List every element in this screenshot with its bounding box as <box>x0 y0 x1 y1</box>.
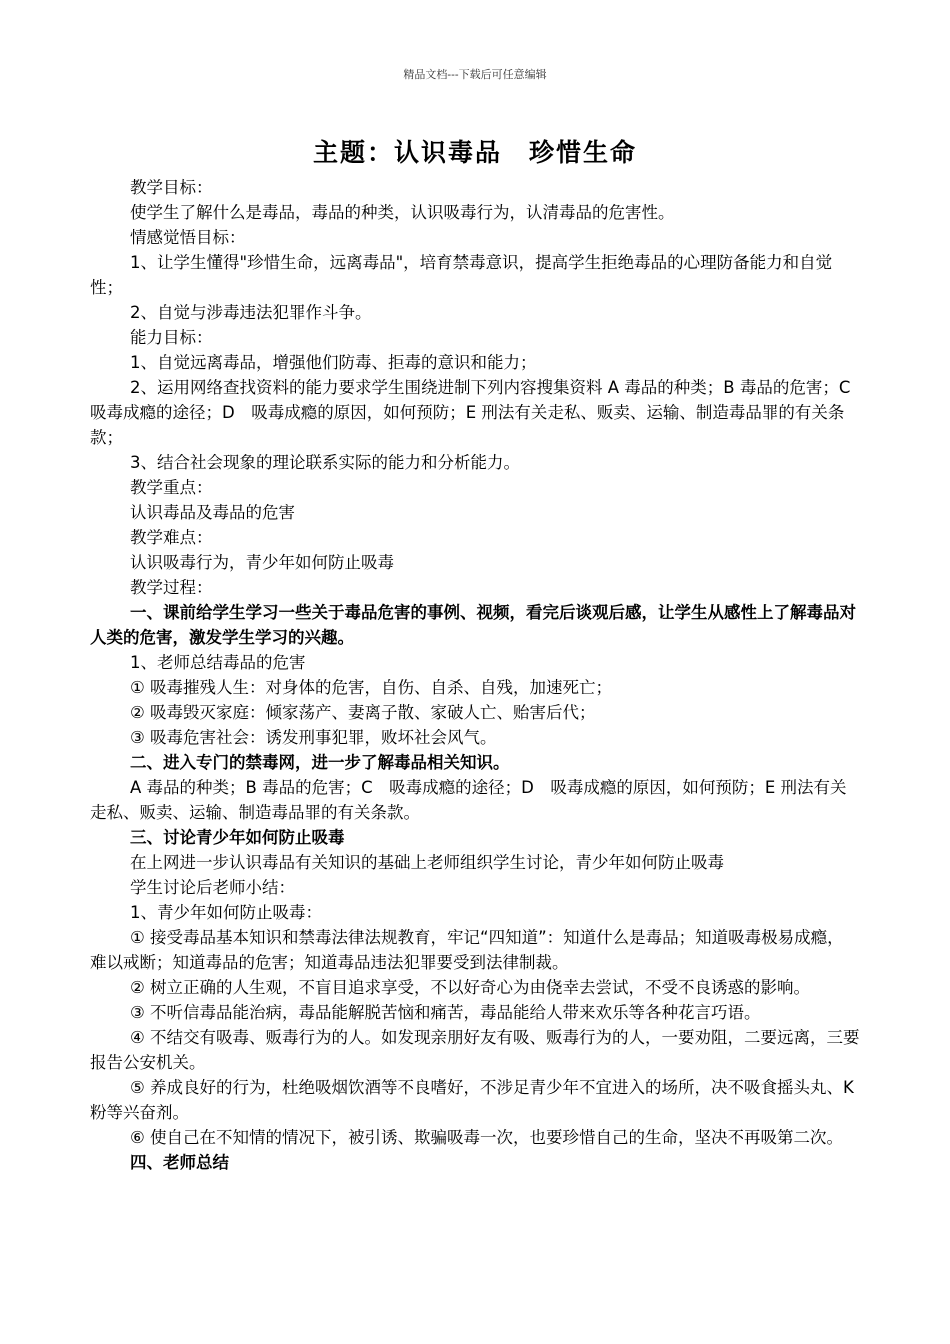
body-paragraph: ⑥ 使自己在不知情的情况下，被引诱、欺骗吸毒一次，也要珍惜自己的生命，坚决不再吸第二次。 <box>130 1128 844 1147</box>
body-paragraph: 认识毒品及毒品的危害 <box>130 503 295 522</box>
body-paragraph: 使学生了解什么是毒品，毒品的种类，认识吸毒行为，认清毒品的危害性。 <box>130 203 675 222</box>
section-heading: 三、讨论青少年如何防止吸毒 <box>130 828 345 847</box>
header-note: 精品文档---下载后可任意编辑 <box>403 68 547 81</box>
document-title: 主题：认识毒品 珍惜生命 <box>312 138 637 167</box>
section-heading: 四、老师总结 <box>130 1153 229 1172</box>
body-paragraph: ② 树立正确的人生观，不盲目追求享受，不以好奇心为由侥幸去尝试，不受不良诱惑的影响。 <box>130 978 811 997</box>
document-body <box>90 175 867 1175</box>
body-paragraph: 教学重点： <box>130 478 213 497</box>
body-paragraph: 3、结合社会现象的理论联系实际的能力和分析能力。 <box>130 453 520 472</box>
body-paragraph: 能力目标： <box>130 328 213 347</box>
body-paragraph: 教学目标： <box>130 178 213 197</box>
body-paragraph: 2、运用网络查找资料的能力要求学生围绕进制下列内容搜集资料 A 毒品的种类；B 毒品的危害；C 吸毒成瘾的途径；D 吸毒成瘾的原因，如何预防；E 刑法有关走私、贩卖、运输、制造毒品罪的有关条款； <box>90 378 867 447</box>
body-paragraph: ③ 吸毒危害社会：诱发刑事犯罪，败坏社会风气。 <box>130 728 497 747</box>
body-paragraph: 1、让学生懂得"珍惜生命，远离毒品"，培育禁毒意识，提高学生拒绝毒品的心理防备能力和自觉性； <box>90 253 833 297</box>
section-heading: 二、进入专门的禁毒网，进一步了解毒品相关知识。 <box>130 753 510 772</box>
body-paragraph: ③ 不听信毒品能治病，毒品能解脱苦恼和痛苦，毒品能给人带来欢乐等各种花言巧语。 <box>130 1003 761 1022</box>
body-paragraph: 情感觉悟目标： <box>130 228 246 247</box>
body-paragraph: 1、老师总结毒品的危害 <box>130 653 306 672</box>
body-paragraph: A 毒品的种类；B 毒品的危害；C 吸毒成瘾的途径；D 吸毒成瘾的原因，如何预防；E 刑法有关走私、贩卖、运输、制造毒品罪的有关条款。 <box>90 778 847 822</box>
body-paragraph: 认识吸毒行为，青少年如何防止吸毒 <box>130 553 394 572</box>
body-paragraph: ① 吸毒摧残人生：对身体的危害，自伤、自杀、自残，加速死亡； <box>130 678 613 697</box>
body-paragraph: 在上网进一步认识毒品有关知识的基础上老师组织学生讨论，青少年如何防止吸毒 <box>130 853 724 872</box>
body-paragraph: 2、自觉与涉毒违法犯罪作斗争。 <box>130 303 372 322</box>
body-paragraph: ④ 不结交有吸毒、贩毒行为的人。如发现亲朋好友有吸、贩毒行为的人，一要劝阻，二要远离，三要报告公安机关。 <box>90 1028 860 1072</box>
section-heading: 一、课前给学生学习一些关于毒品危害的事例、视频，看完后谈观后感，让学生从感性上了解毒品对人类的危害，激发学生学习的兴趣。 <box>90 603 856 647</box>
body-paragraph: ⑤ 养成良好的行为，杜绝吸烟饮酒等不良嗜好，不涉足青少年不宜进入的场所，决不吸食摇头丸、K 粉等兴奋剂。 <box>90 1078 854 1122</box>
body-paragraph: 1、自觉远离毒品，增强他们防毒、拒毒的意识和能力； <box>130 353 537 372</box>
body-paragraph: 学生讨论后老师小结： <box>130 878 295 897</box>
body-paragraph: 教学过程： <box>130 578 213 597</box>
body-paragraph: ② 吸毒毁灭家庭：倾家荡产、妻离子散、家破人亡、贻害后代； <box>130 703 596 722</box>
body-paragraph: 教学难点： <box>130 528 213 547</box>
body-paragraph: 1、青少年如何防止吸毒： <box>130 903 322 922</box>
body-paragraph: ① 接受毒品基本知识和禁毒法律法规教育，牢记“四知道”：知道什么是毒品；知道吸毒极易成瘾，难以戒断；知道毒品的危害；知道毒品违法犯罪要受到法律制裁。 <box>90 928 844 972</box>
